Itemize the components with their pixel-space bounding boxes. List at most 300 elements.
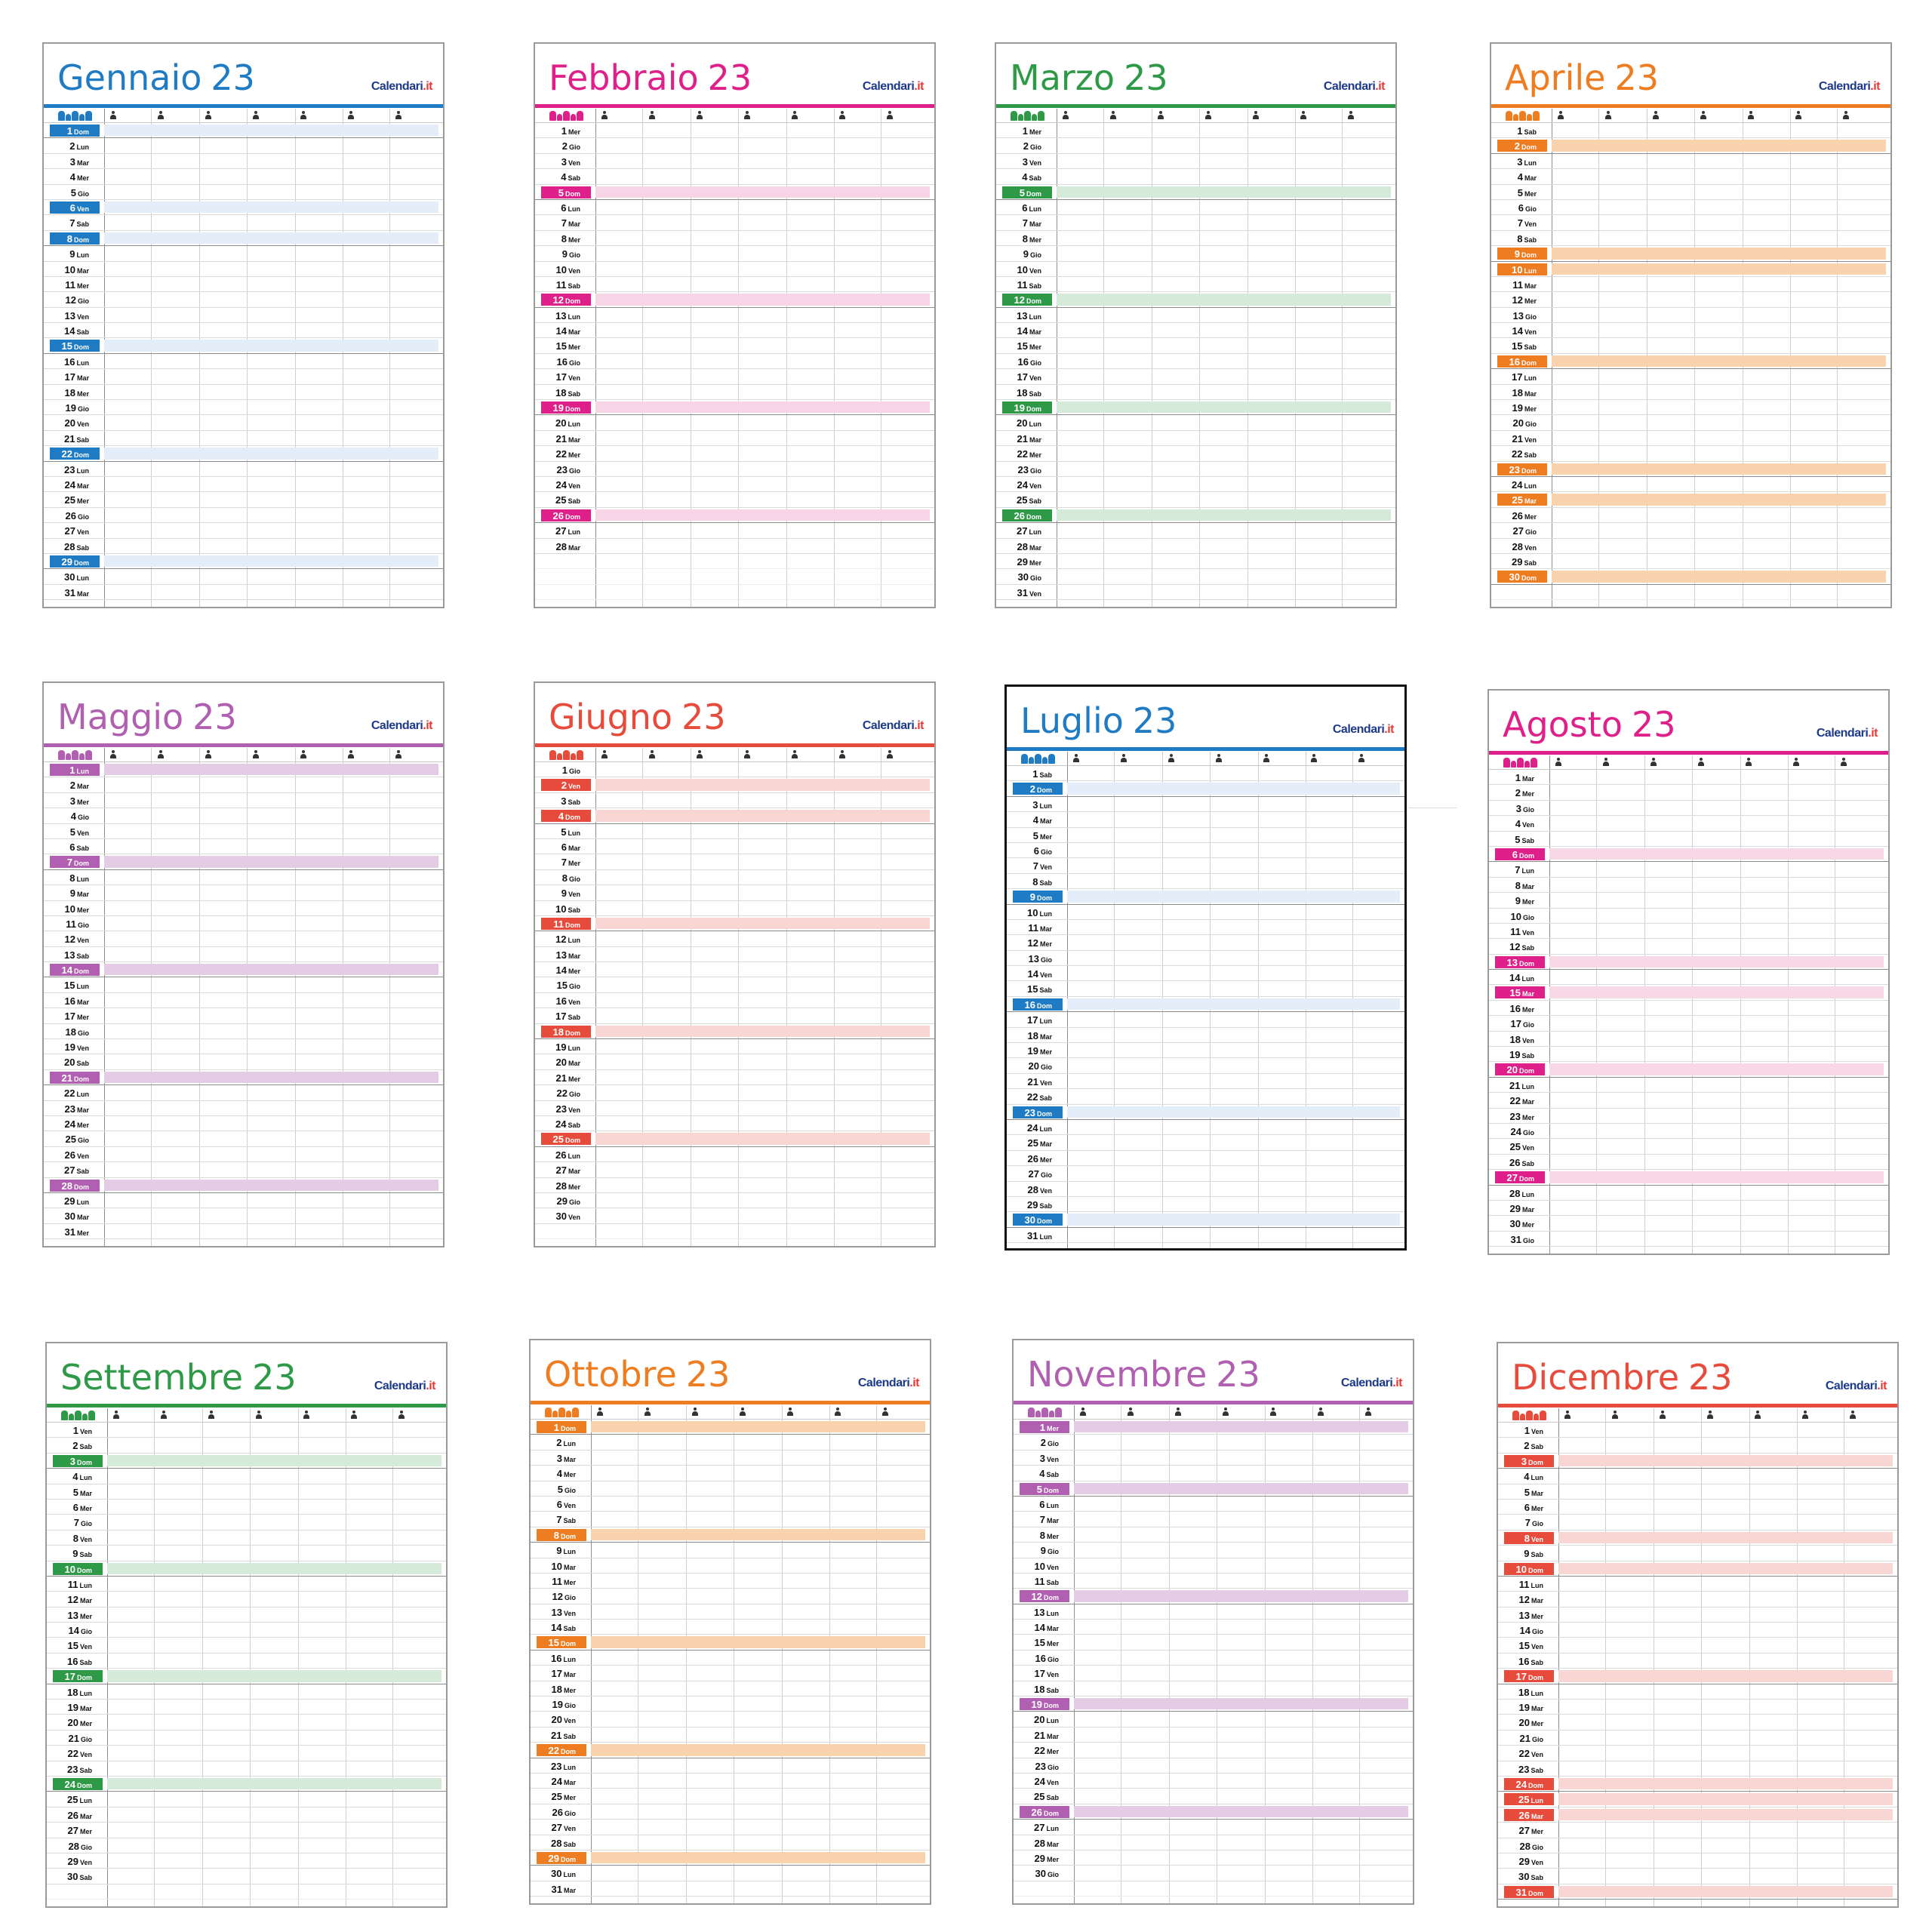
day-row[interactable] [44, 854, 443, 869]
day-row[interactable] [1489, 816, 1888, 831]
day-row[interactable] [1498, 1607, 1897, 1623]
day-row[interactable] [44, 870, 443, 885]
day-row[interactable] [1489, 909, 1888, 924]
month-card-giugno[interactable] [534, 681, 936, 1247]
day-row[interactable] [996, 354, 1395, 369]
day-row[interactable] [1489, 770, 1888, 785]
day-row[interactable] [1014, 1712, 1413, 1727]
day-row[interactable] [44, 431, 443, 446]
day-row[interactable] [1014, 1420, 1413, 1435]
month-card-febbraio[interactable] [534, 42, 936, 608]
day-row[interactable] [1007, 966, 1404, 981]
month-card-dicembre[interactable] [1497, 1342, 1899, 1908]
day-row[interactable] [44, 554, 443, 569]
day-row[interactable] [1014, 1635, 1413, 1650]
day-row[interactable] [535, 993, 934, 1008]
day-row[interactable] [44, 1024, 443, 1039]
day-row[interactable] [535, 962, 934, 977]
day-row[interactable] [44, 1147, 443, 1162]
day-row[interactable] [531, 1712, 930, 1727]
day-row[interactable] [1007, 889, 1404, 904]
month-card-ottobre[interactable] [529, 1339, 931, 1905]
day-row[interactable] [535, 1054, 934, 1069]
day-row[interactable] [535, 1070, 934, 1085]
day-row[interactable] [1007, 1074, 1404, 1089]
day-row[interactable] [535, 1131, 934, 1146]
day-row[interactable] [531, 1697, 930, 1712]
day-row[interactable] [535, 1008, 934, 1023]
day-row[interactable] [535, 492, 934, 507]
day-row[interactable] [996, 554, 1395, 569]
day-row[interactable] [1007, 1028, 1404, 1043]
day-row[interactable] [996, 385, 1395, 400]
day-row[interactable] [1498, 1500, 1897, 1515]
day-row[interactable] [44, 338, 443, 353]
day-row[interactable] [44, 138, 443, 153]
day-row[interactable] [47, 1715, 446, 1730]
day-row[interactable] [1491, 569, 1890, 584]
day-row[interactable] [996, 585, 1395, 600]
day-row[interactable] [535, 1224, 934, 1239]
day-row[interactable] [47, 1423, 446, 1438]
day-row[interactable] [1007, 797, 1404, 812]
day-row[interactable] [1007, 920, 1404, 935]
day-row[interactable] [1007, 1212, 1404, 1227]
day-row[interactable] [1491, 400, 1890, 415]
day-row[interactable] [47, 1638, 446, 1653]
day-row[interactable] [1007, 1043, 1404, 1058]
day-row[interactable] [1014, 1881, 1413, 1897]
day-row[interactable] [44, 415, 443, 430]
day-row[interactable] [1014, 1435, 1413, 1450]
day-row[interactable] [535, 308, 934, 323]
day-row[interactable] [535, 231, 934, 246]
day-row[interactable] [996, 446, 1395, 461]
day-row[interactable] [1014, 1543, 1413, 1558]
day-row[interactable] [44, 262, 443, 277]
day-row[interactable] [47, 1854, 446, 1869]
day-row[interactable] [1489, 1232, 1888, 1247]
day-row[interactable] [1489, 939, 1888, 954]
day-row[interactable] [1014, 1666, 1413, 1681]
day-row[interactable] [535, 885, 934, 900]
day-row[interactable] [531, 1881, 930, 1897]
day-row[interactable] [1491, 523, 1890, 538]
day-row[interactable] [535, 1116, 934, 1131]
day-row[interactable] [1489, 1062, 1888, 1077]
day-row[interactable] [1498, 1838, 1897, 1854]
day-row[interactable] [44, 369, 443, 384]
day-row[interactable] [44, 154, 443, 169]
day-row[interactable] [535, 1208, 934, 1223]
day-row[interactable] [1498, 1823, 1897, 1838]
day-row[interactable] [47, 1469, 446, 1484]
day-row[interactable] [44, 246, 443, 261]
day-row[interactable] [1498, 1700, 1897, 1715]
day-row[interactable] [1491, 138, 1890, 153]
day-row[interactable] [531, 1420, 930, 1435]
day-row[interactable] [535, 808, 934, 823]
day-row[interactable] [44, 477, 443, 492]
day-row[interactable] [44, 277, 443, 292]
day-row[interactable] [535, 901, 934, 916]
day-row[interactable] [1498, 1684, 1897, 1700]
day-row[interactable] [47, 1546, 446, 1561]
day-row[interactable] [531, 1558, 930, 1574]
day-row[interactable] [44, 1070, 443, 1085]
day-row[interactable] [44, 292, 443, 307]
day-row[interactable] [1007, 905, 1404, 920]
day-row[interactable] [1014, 1866, 1413, 1881]
day-row[interactable] [996, 200, 1395, 215]
month-card-novembre[interactable] [1012, 1339, 1414, 1905]
day-row[interactable] [1491, 385, 1890, 400]
day-row[interactable] [1014, 1558, 1413, 1574]
day-row[interactable] [535, 385, 934, 400]
day-row[interactable] [44, 977, 443, 992]
day-row[interactable] [1007, 828, 1404, 843]
day-row[interactable] [47, 1623, 446, 1638]
day-row[interactable] [47, 1577, 446, 1592]
day-row[interactable] [1014, 1789, 1413, 1804]
day-row[interactable] [996, 185, 1395, 200]
day-row[interactable] [535, 1085, 934, 1100]
day-row[interactable] [1498, 1792, 1897, 1807]
day-row[interactable] [535, 354, 934, 369]
day-row[interactable] [1498, 1638, 1897, 1653]
day-row[interactable] [1014, 1481, 1413, 1497]
day-row[interactable] [1498, 1423, 1897, 1438]
day-row[interactable] [47, 1669, 446, 1684]
day-row[interactable] [44, 508, 443, 523]
day-row[interactable] [44, 1039, 443, 1054]
month-card-aprile[interactable] [1490, 42, 1892, 608]
day-row[interactable] [531, 1481, 930, 1497]
day-row[interactable] [996, 246, 1395, 261]
day-row[interactable] [996, 262, 1395, 277]
day-row[interactable] [44, 1224, 443, 1239]
day-row[interactable] [531, 1850, 930, 1866]
day-row[interactable] [44, 1162, 443, 1177]
day-row[interactable] [996, 231, 1395, 246]
day-row[interactable] [535, 977, 934, 992]
day-row[interactable] [44, 947, 443, 962]
day-row[interactable] [535, 200, 934, 215]
day-row[interactable] [47, 1730, 446, 1746]
day-row[interactable] [535, 138, 934, 153]
day-row[interactable] [44, 1193, 443, 1208]
day-row[interactable] [1498, 1669, 1897, 1684]
day-row[interactable] [1489, 1032, 1888, 1047]
day-row[interactable] [1489, 1170, 1888, 1185]
day-row[interactable] [531, 1466, 930, 1481]
day-row[interactable] [535, 462, 934, 477]
day-row[interactable] [44, 215, 443, 230]
day-row[interactable] [1489, 1109, 1888, 1124]
day-row[interactable] [1014, 1451, 1413, 1466]
day-row[interactable] [535, 539, 934, 554]
day-row[interactable] [47, 1607, 446, 1623]
day-row[interactable] [44, 762, 443, 777]
day-row[interactable] [1489, 924, 1888, 939]
day-row[interactable] [531, 1666, 930, 1681]
day-row[interactable] [1007, 1105, 1404, 1120]
day-row[interactable] [1007, 1197, 1404, 1212]
day-row[interactable] [47, 1654, 446, 1669]
day-row[interactable] [44, 1131, 443, 1146]
day-row[interactable] [1007, 1182, 1404, 1197]
day-row[interactable] [1491, 554, 1890, 569]
day-row[interactable] [1491, 246, 1890, 261]
day-row[interactable] [535, 839, 934, 854]
day-row[interactable] [535, 262, 934, 277]
day-row[interactable] [531, 1435, 930, 1450]
day-row[interactable] [531, 1620, 930, 1635]
day-row[interactable] [47, 1700, 446, 1715]
day-row[interactable] [1498, 1454, 1897, 1469]
day-row[interactable] [535, 931, 934, 946]
month-card-settembre[interactable] [45, 1342, 448, 1908]
day-row[interactable] [1498, 1546, 1897, 1561]
day-row[interactable] [535, 215, 934, 230]
day-row[interactable] [1491, 431, 1890, 446]
day-row[interactable] [535, 1024, 934, 1039]
day-row[interactable] [1489, 1078, 1888, 1093]
day-row[interactable] [1498, 1531, 1897, 1546]
day-row[interactable] [1007, 1058, 1404, 1073]
day-row[interactable] [1498, 1884, 1897, 1900]
day-row[interactable] [47, 1454, 446, 1469]
day-row[interactable] [531, 1789, 930, 1804]
day-row[interactable] [996, 415, 1395, 430]
day-row[interactable] [44, 916, 443, 931]
day-row[interactable] [535, 762, 934, 777]
day-row[interactable] [44, 808, 443, 823]
day-row[interactable] [1491, 323, 1890, 338]
day-row[interactable] [44, 1054, 443, 1069]
day-row[interactable] [535, 1039, 934, 1054]
day-row[interactable] [996, 462, 1395, 477]
day-row[interactable] [535, 185, 934, 200]
day-row[interactable] [47, 1515, 446, 1530]
day-row[interactable] [535, 123, 934, 138]
day-row[interactable] [1014, 1604, 1413, 1620]
day-row[interactable] [1491, 185, 1890, 200]
day-row[interactable] [535, 824, 934, 839]
day-row[interactable] [1014, 1758, 1413, 1774]
day-row[interactable] [996, 523, 1395, 538]
day-row[interactable] [1014, 1774, 1413, 1789]
day-row[interactable] [47, 1823, 446, 1838]
day-row[interactable] [1491, 462, 1890, 477]
day-row[interactable] [44, 585, 443, 600]
day-row[interactable] [531, 1497, 930, 1512]
day-row[interactable] [1491, 200, 1890, 215]
day-row[interactable] [1498, 1746, 1897, 1761]
day-row[interactable] [1491, 169, 1890, 184]
day-row[interactable] [1014, 1835, 1413, 1850]
day-row[interactable] [44, 523, 443, 538]
day-row[interactable] [535, 415, 934, 430]
day-row[interactable] [1498, 1654, 1897, 1669]
day-row[interactable] [1014, 1574, 1413, 1589]
day-row[interactable] [535, 1162, 934, 1177]
day-row[interactable] [535, 400, 934, 415]
day-row[interactable] [1007, 981, 1404, 996]
day-row[interactable] [1014, 1527, 1413, 1543]
day-row[interactable] [535, 947, 934, 962]
day-row[interactable] [1007, 843, 1404, 858]
day-row[interactable] [44, 962, 443, 977]
day-row[interactable] [44, 885, 443, 900]
day-row[interactable] [1491, 308, 1890, 323]
day-row[interactable] [535, 569, 934, 584]
day-row[interactable] [535, 1193, 934, 1208]
day-row[interactable] [44, 323, 443, 338]
day-row[interactable] [1489, 985, 1888, 1000]
day-row[interactable] [1498, 1438, 1897, 1453]
day-row[interactable] [535, 338, 934, 353]
day-row[interactable] [1007, 951, 1404, 966]
day-row[interactable] [1014, 1697, 1413, 1712]
day-row[interactable] [1489, 1155, 1888, 1170]
day-row[interactable] [1489, 785, 1888, 800]
day-row[interactable] [1014, 1466, 1413, 1481]
day-row[interactable] [535, 508, 934, 523]
day-row[interactable] [1491, 292, 1890, 307]
day-row[interactable] [531, 1758, 930, 1774]
day-row[interactable] [1007, 1228, 1404, 1243]
day-row[interactable] [535, 369, 934, 384]
day-row[interactable] [1491, 231, 1890, 246]
day-row[interactable] [531, 1543, 930, 1558]
day-row[interactable] [535, 793, 934, 808]
day-row[interactable] [1489, 1124, 1888, 1139]
day-row[interactable] [1007, 781, 1404, 796]
day-row[interactable] [47, 1884, 446, 1900]
day-row[interactable] [44, 993, 443, 1008]
day-row[interactable] [47, 1592, 446, 1607]
day-row[interactable] [44, 1208, 443, 1223]
day-row[interactable] [531, 1451, 930, 1466]
day-row[interactable] [535, 292, 934, 307]
day-row[interactable] [1491, 338, 1890, 353]
day-row[interactable] [1498, 1807, 1897, 1823]
month-card-agosto[interactable] [1487, 689, 1890, 1255]
day-row[interactable] [535, 277, 934, 292]
day-row[interactable] [1489, 1201, 1888, 1216]
day-row[interactable] [1007, 766, 1404, 781]
day-row[interactable] [1489, 970, 1888, 985]
day-row[interactable] [535, 523, 934, 538]
day-row[interactable] [535, 169, 934, 184]
day-row[interactable] [44, 354, 443, 369]
day-row[interactable] [535, 246, 934, 261]
day-row[interactable] [535, 554, 934, 569]
day-row[interactable] [1491, 492, 1890, 507]
day-row[interactable] [1007, 1120, 1404, 1135]
day-row[interactable] [1007, 1089, 1404, 1104]
day-row[interactable] [1491, 585, 1890, 600]
day-row[interactable] [535, 870, 934, 885]
day-row[interactable] [1014, 1743, 1413, 1758]
day-row[interactable] [1014, 1681, 1413, 1697]
day-row[interactable] [47, 1807, 446, 1823]
day-row[interactable] [531, 1527, 930, 1543]
day-row[interactable] [1498, 1854, 1897, 1869]
day-row[interactable] [531, 1589, 930, 1604]
day-row[interactable] [1489, 878, 1888, 893]
day-row[interactable] [44, 231, 443, 246]
day-row[interactable] [1007, 935, 1404, 950]
day-row[interactable] [531, 1835, 930, 1850]
day-row[interactable] [535, 854, 934, 869]
day-row[interactable] [1489, 801, 1888, 816]
day-row[interactable] [1498, 1715, 1897, 1730]
day-row[interactable] [535, 777, 934, 792]
day-row[interactable] [1498, 1592, 1897, 1607]
day-row[interactable] [44, 492, 443, 507]
day-row[interactable] [1007, 1135, 1404, 1150]
day-row[interactable] [1007, 997, 1404, 1012]
day-row[interactable] [535, 1101, 934, 1116]
day-row[interactable] [996, 569, 1395, 584]
day-row[interactable] [1489, 1047, 1888, 1062]
day-row[interactable] [44, 400, 443, 415]
day-row[interactable] [1007, 858, 1404, 873]
day-row[interactable] [1498, 1577, 1897, 1592]
day-row[interactable] [996, 369, 1395, 384]
day-row[interactable] [1014, 1850, 1413, 1866]
day-row[interactable] [1498, 1730, 1897, 1746]
day-row[interactable] [1014, 1651, 1413, 1666]
day-row[interactable] [47, 1869, 446, 1884]
day-row[interactable] [1014, 1512, 1413, 1527]
day-row[interactable] [1491, 277, 1890, 292]
day-row[interactable] [1498, 1561, 1897, 1577]
day-row[interactable] [44, 931, 443, 946]
day-row[interactable] [996, 292, 1395, 307]
day-row[interactable] [1491, 123, 1890, 138]
day-row[interactable] [44, 901, 443, 916]
day-row[interactable] [1498, 1623, 1897, 1638]
day-row[interactable] [47, 1684, 446, 1700]
day-row[interactable] [535, 1178, 934, 1193]
day-row[interactable] [996, 215, 1395, 230]
day-row[interactable] [1498, 1777, 1897, 1792]
day-row[interactable] [1489, 1139, 1888, 1154]
day-row[interactable] [44, 185, 443, 200]
day-row[interactable] [996, 169, 1395, 184]
day-row[interactable] [996, 400, 1395, 415]
day-row[interactable] [996, 431, 1395, 446]
day-row[interactable] [1491, 508, 1890, 523]
day-row[interactable] [1498, 1484, 1897, 1500]
day-row[interactable] [1007, 812, 1404, 827]
day-row[interactable] [47, 1777, 446, 1792]
month-card-maggio[interactable] [42, 681, 445, 1247]
day-row[interactable] [1491, 369, 1890, 384]
day-row[interactable] [531, 1866, 930, 1881]
day-row[interactable] [1489, 893, 1888, 908]
day-row[interactable] [535, 477, 934, 492]
day-row[interactable] [996, 323, 1395, 338]
day-row[interactable] [531, 1804, 930, 1820]
day-row[interactable] [1498, 1469, 1897, 1484]
day-row[interactable] [531, 1820, 930, 1835]
day-row[interactable] [996, 338, 1395, 353]
day-row[interactable] [44, 446, 443, 461]
